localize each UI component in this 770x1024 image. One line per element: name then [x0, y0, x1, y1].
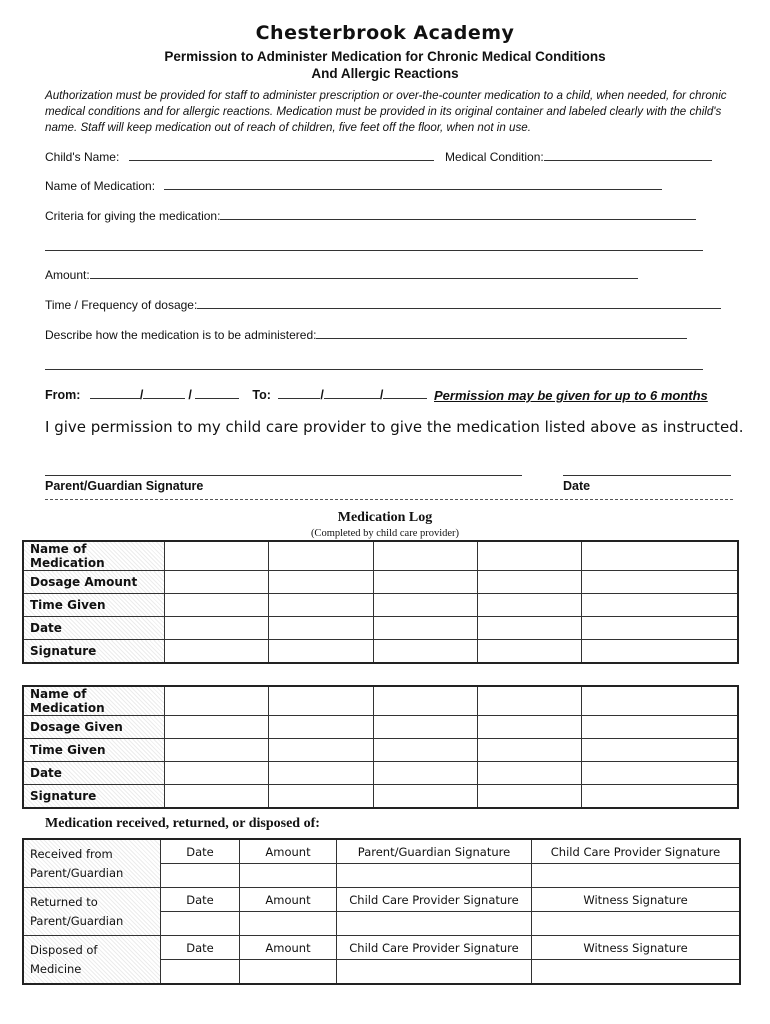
- medication-name-label: Name of Medication:: [45, 179, 156, 193]
- medication-name-field[interactable]: [164, 179, 662, 190]
- log-cell[interactable]: [165, 571, 269, 594]
- log-cell[interactable]: [373, 617, 477, 640]
- date-slash: /: [188, 388, 192, 402]
- log-cell[interactable]: [373, 785, 477, 809]
- log-cell[interactable]: [582, 785, 738, 809]
- row-label: Date: [23, 762, 165, 785]
- log-cell[interactable]: [269, 739, 373, 762]
- medication-name-row: [45, 179, 662, 193]
- permission-duration-note: Permission may be given for up to 6 months: [434, 388, 708, 403]
- log-cell[interactable]: [269, 571, 373, 594]
- childs-name-field[interactable]: [129, 150, 434, 161]
- date-slash: /: [379, 388, 384, 402]
- received-row-label: [23, 839, 161, 888]
- table-row: [23, 785, 738, 809]
- medication-log-title: Medication Log: [337, 510, 433, 525]
- entry-cell[interactable]: [337, 864, 532, 888]
- log-cell[interactable]: [582, 762, 738, 785]
- row-label: Name of Medication: [23, 686, 165, 716]
- administration-label: Describe how the medication is to be administered:: [45, 328, 317, 342]
- column-header: Witness Signature: [532, 888, 741, 912]
- from-day-field[interactable]: [143, 388, 185, 399]
- log-cell[interactable]: [373, 541, 477, 571]
- from-label: From:: [45, 388, 81, 402]
- administration-field-line2[interactable]: [45, 369, 703, 370]
- from-year-field[interactable]: [195, 388, 239, 399]
- to-month-field[interactable]: [278, 388, 320, 399]
- log-cell[interactable]: [477, 594, 581, 617]
- criteria-field[interactable]: [220, 209, 696, 220]
- date-range-row: [45, 388, 427, 402]
- column-header: Date: [161, 888, 240, 912]
- column-header: Child Care Provider Signature: [337, 888, 532, 912]
- amount-field[interactable]: [90, 268, 638, 279]
- entry-cell[interactable]: [532, 960, 741, 985]
- log-cell[interactable]: [269, 640, 373, 664]
- frequency-row: [45, 298, 721, 312]
- parent-signature-field[interactable]: [45, 475, 522, 476]
- log-cell[interactable]: [582, 716, 738, 739]
- frequency-label: Time / Frequency of dosage:: [45, 298, 198, 312]
- table-row: [23, 762, 738, 785]
- log-cell[interactable]: [165, 594, 269, 617]
- log-cell[interactable]: [373, 640, 477, 664]
- table-row: [23, 571, 738, 594]
- form-title-line2: And Allergic Reactions: [311, 66, 459, 81]
- log-cell[interactable]: [165, 686, 269, 716]
- row-label-line1: Received from: [30, 846, 113, 861]
- row-label-line1: Returned to: [30, 894, 98, 909]
- log-cell[interactable]: [165, 739, 269, 762]
- entry-cell[interactable]: [161, 960, 240, 985]
- column-header: Witness Signature: [532, 936, 741, 960]
- log-cell[interactable]: [477, 762, 581, 785]
- log-cell[interactable]: [582, 594, 738, 617]
- log-cell[interactable]: [582, 640, 738, 664]
- log-cell[interactable]: [582, 617, 738, 640]
- log-cell[interactable]: [165, 541, 269, 571]
- column-header: Amount: [240, 888, 337, 912]
- log-cell[interactable]: [269, 716, 373, 739]
- medical-condition-label: Medical Condition:: [445, 150, 544, 164]
- medication-log-table-1: [22, 540, 739, 664]
- table-row: [23, 640, 738, 664]
- row-label: Dosage Given: [23, 716, 165, 739]
- log-cell[interactable]: [165, 762, 269, 785]
- entry-cell[interactable]: [240, 912, 337, 936]
- column-header: Child Care Provider Signature: [337, 936, 532, 960]
- log-cell[interactable]: [373, 716, 477, 739]
- medical-condition-field[interactable]: [544, 150, 712, 161]
- row-label-line2: Parent/Guardian: [30, 913, 124, 928]
- log-cell[interactable]: [582, 571, 738, 594]
- row-label: Time Given: [23, 739, 165, 762]
- entry-cell[interactable]: [532, 864, 741, 888]
- entry-cell[interactable]: [337, 912, 532, 936]
- medication-log-subtitle: (Completed by child care provider): [310, 528, 460, 539]
- criteria-label: Criteria for giving the medication:: [45, 209, 221, 223]
- log-cell[interactable]: [165, 716, 269, 739]
- log-cell[interactable]: [165, 640, 269, 664]
- log-cell[interactable]: [477, 739, 581, 762]
- log-cell[interactable]: [477, 571, 581, 594]
- table-row: [23, 888, 740, 912]
- form-title-line1: Permission to Administer Medication for Chronic Medical Conditions: [164, 49, 606, 64]
- log-cell[interactable]: [373, 686, 477, 716]
- entry-cell[interactable]: [532, 912, 741, 936]
- frequency-field[interactable]: [197, 298, 721, 309]
- table-row: [23, 716, 738, 739]
- table-row: [23, 541, 738, 571]
- log-cell[interactable]: [582, 541, 738, 571]
- administration-field[interactable]: [316, 328, 687, 339]
- log-cell[interactable]: [582, 686, 738, 716]
- column-header: Date: [161, 936, 240, 960]
- table-row: [23, 617, 738, 640]
- table-row: [23, 839, 740, 864]
- row-label: Date: [23, 617, 165, 640]
- childs-name-row: [45, 150, 712, 164]
- row-label-line1: Disposed of: [30, 942, 98, 957]
- log-cell[interactable]: [165, 617, 269, 640]
- to-label: To:: [252, 388, 271, 402]
- log-cell[interactable]: [373, 739, 477, 762]
- row-label: Signature: [23, 640, 165, 664]
- signature-date-field[interactable]: [563, 475, 731, 476]
- administration-row: [45, 328, 687, 342]
- row-label: Signature: [23, 785, 165, 809]
- entry-cell[interactable]: [161, 912, 240, 936]
- log-cell[interactable]: [477, 716, 581, 739]
- table-row: [23, 936, 740, 960]
- medication-log-table-2: [22, 685, 739, 809]
- medication-disposition-table: [22, 838, 741, 985]
- log-cell[interactable]: [373, 762, 477, 785]
- column-header: Child Care Provider Signature: [532, 839, 741, 864]
- date-slash: /: [139, 388, 144, 402]
- row-label-line2: Medicine: [30, 961, 82, 976]
- log-cell[interactable]: [165, 785, 269, 809]
- log-cell[interactable]: [373, 571, 477, 594]
- entry-cell[interactable]: [161, 864, 240, 888]
- row-label: Name of Medication: [23, 541, 165, 571]
- amount-label: Amount:: [45, 268, 90, 282]
- log-cell[interactable]: [477, 541, 581, 571]
- signature-date-label: Date: [563, 479, 591, 493]
- log-cell[interactable]: [477, 640, 581, 664]
- authorization-instructions: Authorization must be provided for staff to administer prescription or over-the-counter medication to a child, when needed, for chronic medical conditions and for allergic reactions. Medication must be provided in its original container and labeled clearly with the child's name. Staff will keep medication out of reach of children, five feet off the floor, when not in use.: [45, 89, 727, 134]
- log-cell[interactable]: [269, 617, 373, 640]
- log-cell[interactable]: [269, 785, 373, 809]
- table-row: [23, 594, 738, 617]
- date-slash: /: [320, 388, 324, 402]
- criteria-row: [45, 209, 696, 223]
- column-header: Amount: [240, 839, 337, 864]
- log-cell[interactable]: [269, 762, 373, 785]
- column-header: Date: [161, 839, 240, 864]
- entry-cell[interactable]: [240, 960, 337, 985]
- disposed-row-label: [23, 936, 161, 985]
- table-row: [23, 686, 738, 716]
- log-cell[interactable]: [269, 594, 373, 617]
- log-cell[interactable]: [582, 739, 738, 762]
- log-cell[interactable]: [373, 594, 477, 617]
- column-header: Amount: [240, 936, 337, 960]
- permission-statement: I give permission to my child care provider to give the medication listed above as instructed.: [45, 418, 744, 436]
- to-year-field[interactable]: [383, 388, 427, 399]
- returned-row-label: [23, 888, 161, 936]
- log-cell[interactable]: [477, 617, 581, 640]
- row-label: Time Given: [23, 594, 165, 617]
- to-day-field[interactable]: [324, 388, 380, 399]
- childs-name-label: Child's Name:: [45, 150, 120, 164]
- parent-signature-label: Parent/Guardian Signature: [45, 479, 204, 493]
- log-cell[interactable]: [269, 541, 373, 571]
- log-cell[interactable]: [477, 686, 581, 716]
- criteria-field-line2[interactable]: [45, 250, 703, 251]
- from-month-field[interactable]: [90, 388, 140, 399]
- school-name: Chesterbrook Academy: [255, 22, 515, 44]
- log-cell[interactable]: [477, 785, 581, 809]
- row-label-line2: Parent/Guardian: [30, 865, 124, 880]
- cut-line-divider: [45, 499, 733, 500]
- column-header: Parent/Guardian Signature: [337, 839, 532, 864]
- received-section-title: Medication received, returned, or disposed of:: [45, 816, 320, 831]
- entry-cell[interactable]: [337, 960, 532, 985]
- row-label: Dosage Amount: [23, 571, 165, 594]
- log-cell[interactable]: [269, 686, 373, 716]
- entry-cell[interactable]: [240, 864, 337, 888]
- table-row: [23, 739, 738, 762]
- amount-row: [45, 268, 638, 282]
